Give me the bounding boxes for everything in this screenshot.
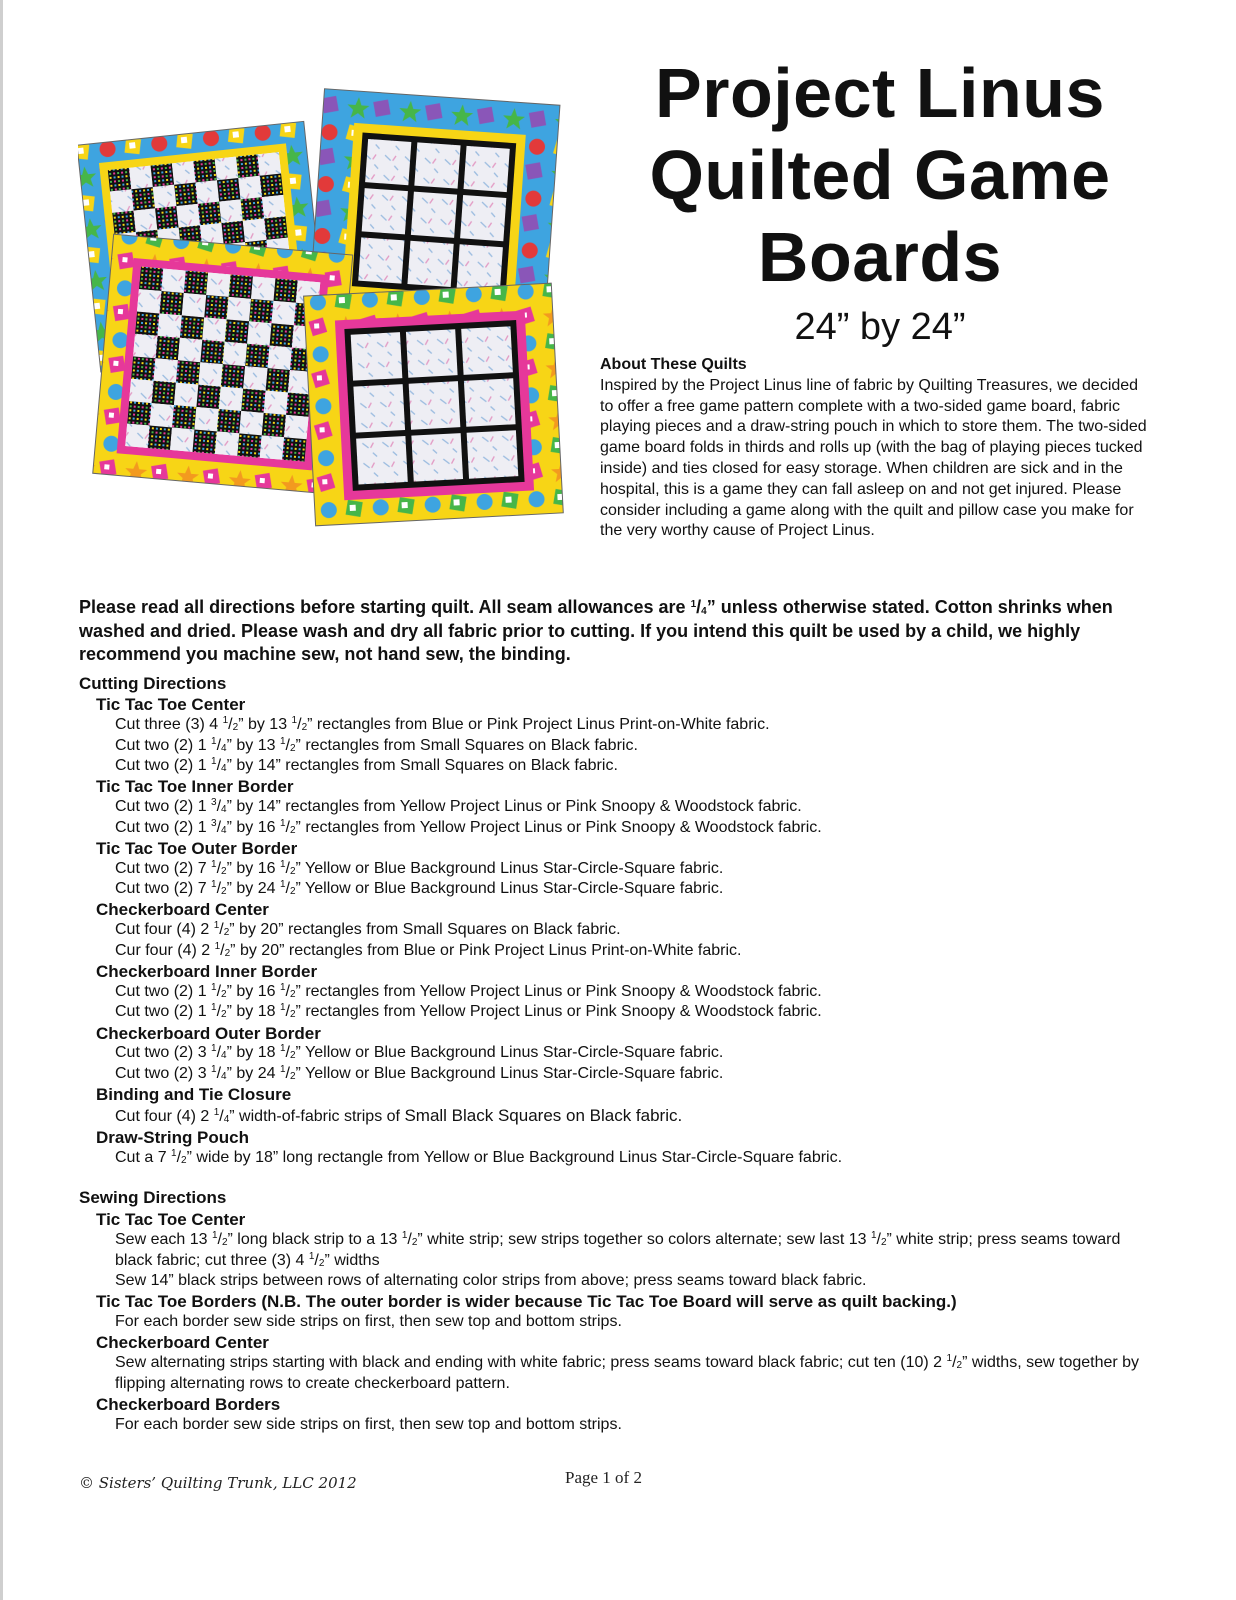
cut-tt-inner-line-2: Cut two (2) 1 $^3/_4$” by 16 $^1/_2$” rectangles from Yellow Project Linus or Pink Snoopy & Woodstock fabric. <box>115 818 822 836</box>
about-body: Inspired by the Project Linus line of fabric by Quilting Treasures, we decided to offer a free game pattern complete with a two-sided game board, fabric playing pieces and a draw-string pouch in which to store them. The two-sided game board folds in thirds and rolls up (with the bag of playing pieces tucked inside) and ties closed for easy storage. When children are sick and in the hospital, this is a game they can fall asleep on and not get injured. Please consider including a game along with the quilt and pillow case you make for the very worthy cause of Project Linus. <box>600 376 1147 540</box>
cutting-directions-heading: Cutting Directions <box>79 674 227 693</box>
page-number: Page 1 of 2 <box>565 1468 642 1487</box>
cut-tt-center-heading: Tic Tac Toe Center <box>96 695 246 714</box>
cut-cb-outer-line-1: Cut two (2) 3 $^1/_4$” by 18 $^1/_2$” Yellow or Blue Background Linus Star-Circle-Square fabric. <box>115 1043 724 1061</box>
page-title-line-3: Boards <box>757 218 1003 296</box>
cut-pouch-heading: Draw-String Pouch <box>96 1128 250 1147</box>
cut-cb-outer-heading: Checkerboard Outer Border <box>96 1024 321 1043</box>
sew-tt-center-heading: Tic Tac Toe Center <box>96 1210 246 1229</box>
title-block <box>600 52 1160 350</box>
sew-cb-borders-heading: Checkerboard Borders <box>96 1395 281 1414</box>
sewing-directions-heading: Sewing Directions <box>79 1188 227 1207</box>
cut-tt-outer-line-2: Cut two (2) 7 $^1/_2$” by 24 $^1/_2$” Yellow or Blue Background Linus Star-Circle-Square fabric. <box>115 879 724 897</box>
sew-tt-center-line-1: Sew each 13 $^1/_2$” long black strip to a 13 $^1/_2$” white strip; sew strips together so colors alternate; sew last 13 $^1/_2$” white strip; press seams toward black fabric; cut three (3) 4 $^1/_2$” widths <box>115 1230 1121 1269</box>
cut-cb-inner-line-2: Cut two (2) 1 $^1/_2$” by 18 $^1/_2$” rectangles from Yellow Project Linus or Pink Snoopy & Woodstock fabric. <box>115 1002 822 1020</box>
cut-tt-center-line-3: Cut two (2) 1 $^1/_4$” by 14” rectangles from Small Squares on Black fabric. <box>115 756 618 774</box>
cut-cb-center-line-1: Cut four (4) 2 $^1/_2$” by 20” rectangles from Small Squares on Black fabric. <box>115 920 621 938</box>
cut-cb-inner-heading: Checkerboard Inner Border <box>96 962 318 981</box>
sew-cb-center-line-1: Sew alternating strips starting with black and ending with white fabric; press seams toward black fabric; cut ten (10) 2 $^1/_2$” widths, sew together by flipping alternating rows to create checkerboard pattern. <box>115 1353 1140 1392</box>
cut-tt-inner-heading: Tic Tac Toe Inner Border <box>96 777 294 796</box>
sew-cb-center-heading: Checkerboard Center <box>96 1333 269 1352</box>
about-section <box>600 355 1148 542</box>
sew-tt-borders-heading: Tic Tac Toe Borders (N.B. The outer border is wider because Tic Tac Toe Board will serve as quilt backing.) <box>96 1292 957 1311</box>
cut-tt-outer-line-1: Cut two (2) 7 $^1/_2$” by 16 $^1/_2$” Yellow or Blue Background Linus Star-Circle-Square fabric. <box>115 859 724 877</box>
cut-cb-center-heading: Checkerboard Center <box>96 900 269 919</box>
quilt-size: 24” by 24” <box>794 306 966 348</box>
page-edge <box>0 0 3 1600</box>
quilts-illustration <box>78 75 578 535</box>
cut-tt-outer-heading: Tic Tac Toe Outer Border <box>96 839 298 858</box>
sew-tt-borders-line-1: For each border sew side strips on first, then sew top and bottom strips. <box>115 1313 622 1330</box>
cut-cb-outer-line-2: Cut two (2) 3 $^1/_4$” by 24 $^1/_2$” Yellow or Blue Background Linus Star-Circle-Square fabric. <box>115 1064 724 1082</box>
intro-paragraph: Please read all directions before starting quilt. All seam allowances are $^1/_4$” unless otherwise stated. Cotton shrinks when washed and dried. Please wash and dry all fabric prior to cutting. If you intend this quilt be used by a child, we highly recommend you machine sew, not hand sew, the binding. <box>79 597 1113 664</box>
quilt-tic-tac-toe-yellow <box>304 283 564 526</box>
cut-binding-heading: Binding and Tie Closure <box>96 1085 292 1104</box>
page-title-line-1: Project Linus <box>655 54 1105 132</box>
cut-tt-inner-line-1: Cut two (2) 1 $^3/_4$” by 14” rectangles from Yellow Project Linus or Pink Snoopy & Woodstock fabric. <box>115 797 802 815</box>
sew-cb-borders-line-1: For each border sew side strips on first, then sew top and bottom strips. <box>115 1416 622 1433</box>
copyright-footer: © Sisters’ Quilting Trunk, LLC 2012 <box>79 1474 357 1492</box>
page-title-line-2: Quilted Game <box>649 136 1111 214</box>
cut-tt-center-line-2: Cut two (2) 1 $^1/_4$” by 13 $^1/_2$” rectangles from Small Squares on Black fabric. <box>115 736 638 754</box>
cut-pouch-line-1: Cut a 7 $^1/_2$” wide by 18” long rectangle from Yellow or Blue Background Linus Star-Circle-Square fabric. <box>115 1148 843 1166</box>
cut-cb-inner-line-1: Cut two (2) 1 $^1/_2$” by 16 $^1/_2$” rectangles from Yellow Project Linus or Pink Snoopy & Woodstock fabric. <box>115 982 822 1000</box>
sew-tt-center-line-2: Sew 14” black strips between rows of alternating color strips from above; press seams toward black fabric. <box>115 1272 867 1289</box>
cut-tt-center-line-1: Cut three (3) 4 $^1/_2$” by 13 $^1/_2$” rectangles from Blue or Pink Project Linus Print-on-White fabric. <box>115 715 770 733</box>
about-heading: About These Quilts <box>600 356 747 373</box>
cut-cb-center-line-2: Cur four (4) 2 $^1/_2$” by 20” rectangles from Blue or Pink Project Linus Print-on-White fabric. <box>115 941 742 959</box>
cut-binding-line-1: Cut four (4) 2 $^1/_4$” width-of-fabric strips of Small Black Squares on Black fabric. <box>115 1106 683 1125</box>
